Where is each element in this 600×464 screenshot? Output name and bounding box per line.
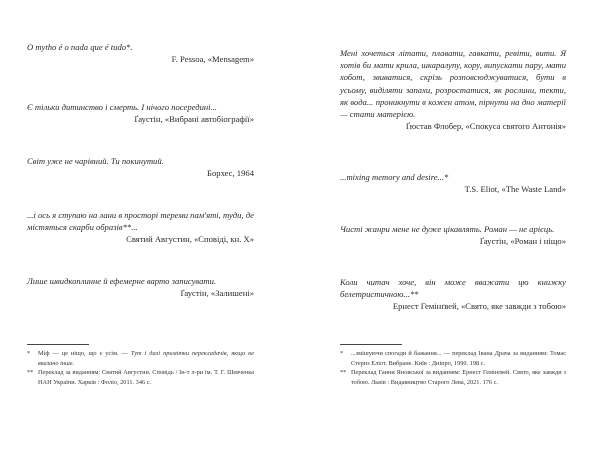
quote-text: ...mixing memory and desire...*	[340, 172, 449, 182]
footnote	[340, 368, 566, 387]
footnote-rule	[340, 344, 402, 345]
quote-text: Є тільки дитинство і смерть. І нічого посередині...	[27, 102, 217, 112]
quote-attribution: Ґаустін, «Вибрані автобіографії»	[134, 114, 254, 125]
footnote	[27, 349, 254, 368]
right-page	[340, 0, 566, 464]
quote-text: Лише швидкоплинне й ефемерне варто записувати.	[27, 276, 217, 286]
epigraph-pessoa	[27, 41, 254, 65]
epigraph-eliot	[340, 171, 566, 195]
epigraph-borges	[27, 155, 254, 179]
footnote-italic: Тут і далі примітки перекладачів, якщо не вказано інше.	[38, 350, 254, 367]
quote-text: Світ уже не чарівний. Ти покинутий.	[27, 156, 164, 166]
epigraph-gaustin-novel	[340, 223, 566, 247]
footnotes	[27, 349, 254, 387]
epigraph-augustine	[27, 209, 254, 246]
quote-text: ...і ось я ступаю на лани в просторі тереми пам'яті, туди, де містяться скарби образів**...	[27, 210, 254, 233]
quote-attribution: Борхес, 1964	[207, 168, 254, 179]
footnote-mark: *	[340, 350, 344, 357]
quote-text: Мені хочеться літати, плавати, гавкати, ревіти, вити. Я хотів би мати крила, шкаралупу, кору, випускати пару, мати хобот, звиватися, скрізь розповсюджуватися, бути в усьому, виділяти запахи, розростатися, як рослини, текти, як вода... проникнути в кожен атом, пірнути на дно матерії — стати матерією.	[340, 48, 566, 120]
epigraph-gaustin-left	[27, 275, 254, 299]
footnote-text: Переклад Ганни Яновської за виданням: Ернест Гемінґвей. Свято, яке завжди з тобою. Львів : Видавництво Старого Лева, 2021. 176 с.	[351, 369, 566, 386]
quote-text: O mytho é o nada que é tudo*.	[27, 42, 133, 52]
footnote-mark: **	[340, 369, 347, 377]
footnote-rule	[27, 344, 89, 345]
footnote-text: Переклад за виданням: Святий Августин. Сповідь / Ін-т л-ри ім. Т. Г. Шевченка НАН України. Харків : Фоліо, 2011. 346 с.	[38, 369, 254, 386]
footnote	[27, 368, 254, 387]
footnote-mark: **	[27, 369, 34, 377]
epigraph-flaubert	[340, 47, 566, 132]
epigraph-hemingway	[340, 276, 566, 313]
quote-attribution: T.S. Eliot, «The Waste Land»	[464, 184, 566, 195]
footnotes	[340, 349, 566, 387]
quote-text: Коли читач хоче, він може вважати цю книжку белетристичною...**	[340, 277, 566, 300]
quote-text: Чисті жанри мене не дуже цікавлять. Роман — не арієць.	[340, 224, 555, 234]
quote-attribution: F. Pessoa, «Mensagem»	[171, 54, 254, 65]
quote-attribution: Ґюстав Флобер, «Спокуса святого Антонія»	[405, 121, 566, 132]
quote-attribution: Ґаустін, «Залишені»	[180, 288, 254, 299]
quote-attribution: Святий Августин, «Сповіді, кн. X»	[126, 234, 254, 245]
footnote-text: ...змішуючи спогади й бажання... — переклад Івана Драча за виданням: Томас Стернз Еліот. Вибране. Київ : Дніпро, 1990. 198 с.	[351, 350, 566, 367]
epigraph-gaustin-childhood	[27, 101, 254, 125]
quote-attribution: Ґаустін, «Роман і ніщо»	[479, 236, 566, 247]
footnote-text: Міф — це ніщо, що є усім. —	[38, 350, 131, 357]
footnote-mark: *	[27, 350, 31, 357]
left-page	[27, 0, 254, 464]
quote-attribution: Ернест Гемінґвей, «Свято, яке завжди з тобою»	[392, 301, 566, 312]
footnote	[340, 349, 566, 368]
